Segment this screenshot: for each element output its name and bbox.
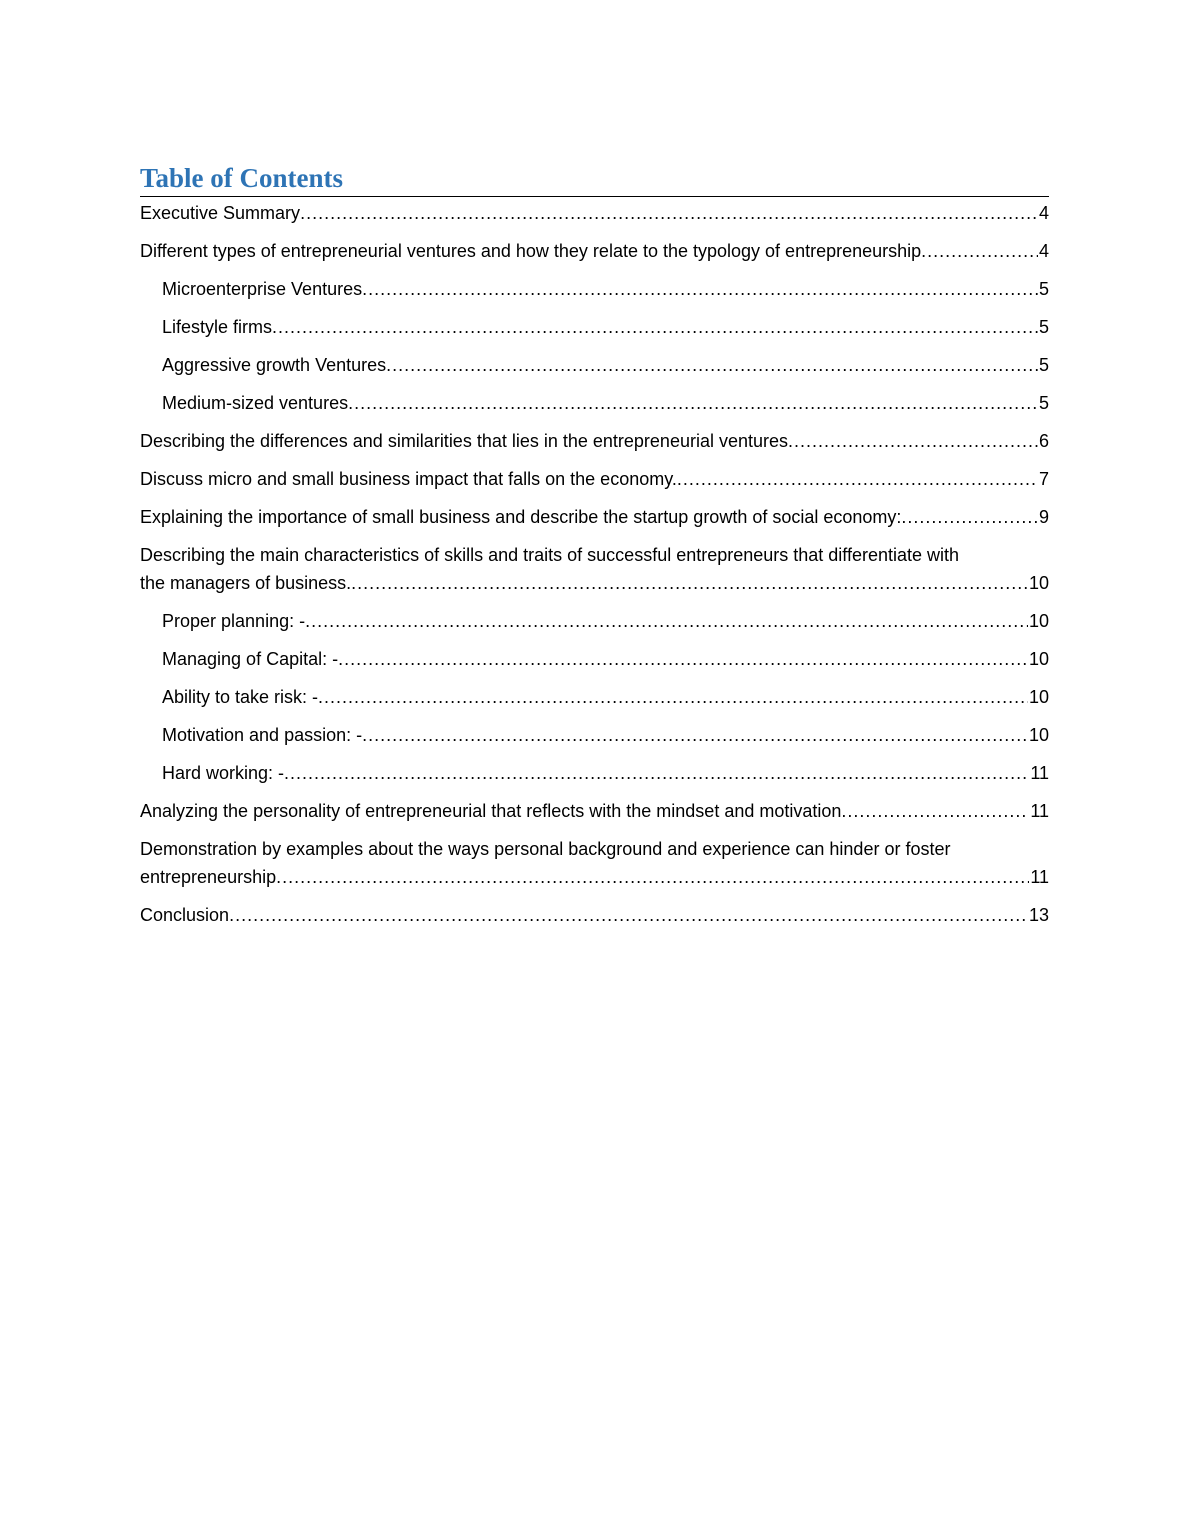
toc-heading: Table of Contents [140,160,1049,197]
toc-entry-page: 6 [1038,431,1049,451]
toc-entry[interactable] [140,835,1049,891]
toc-entry-text: Aggressive growth Ventures [162,355,387,375]
dot-leader [272,313,1038,341]
dot-leader [318,683,1028,711]
toc-entry-text: Medium-sized ventures [162,393,349,413]
toc-entry[interactable] [140,199,1049,227]
toc-entry-text: the managers of business. [140,573,352,593]
toc-entry[interactable] [140,607,1049,635]
toc-entry-text-line1: Demonstration by examples about the ways personal background and experience can hinder or foster [140,839,951,859]
toc-entry-text: Describing the differences and similarities that lies in the entrepreneurial ventures [140,431,789,451]
toc-entry[interactable] [140,721,1049,749]
dot-leader [362,275,1038,303]
toc-entry[interactable] [140,313,1049,341]
dot-leader [276,863,1029,891]
toc-entry-page: 4 [1038,203,1049,223]
toc-entry-text: Proper planning: - [162,611,306,631]
toc-entry-page: 7 [1038,469,1049,489]
dot-leader [351,569,1028,597]
dot-leader [300,199,1038,227]
dot-leader [348,389,1038,417]
toc-entry[interactable] [140,645,1049,673]
dot-leader [921,237,1038,265]
toc-entry-text: entrepreneurship [140,867,277,887]
toc-entry-page: 5 [1038,393,1049,413]
toc-entry-text: Microenterprise Ventures [162,279,363,299]
dot-leader [284,759,1029,787]
toc-entry[interactable] [140,237,1049,265]
toc-entry-page: 10 [1028,649,1049,669]
toc-entry-text-line1: Describing the main characteristics of skills and traits of successful entrepreneurs that differentiate with [140,545,960,565]
dot-leader [841,797,1029,825]
toc-entry-text: Motivation and passion: - [162,725,363,745]
toc-entry[interactable] [140,541,1049,597]
toc-entry[interactable] [140,465,1049,493]
dot-leader [788,427,1038,455]
toc-entry[interactable] [140,759,1049,787]
toc-entry-page: 11 [1030,763,1049,783]
toc-entry[interactable] [140,503,1049,531]
toc-entry[interactable] [140,389,1049,417]
dot-leader [229,901,1028,929]
toc-entry-text: Explaining the importance of small business and describe the startup growth of social economy: [140,507,902,527]
toc-entry-page: 9 [1038,507,1049,527]
table-of-contents [140,160,1049,929]
toc-entry-page: 4 [1038,241,1049,261]
dot-leader [362,721,1028,749]
toc-entry-page: 5 [1038,355,1049,375]
toc-entry-text: Lifestyle firms [162,317,273,337]
dot-leader [338,645,1028,673]
toc-entry-page: 11 [1030,801,1049,821]
toc-entry-text: Hard working: - [162,763,285,783]
toc-entry-text: Managing of Capital: - [162,649,339,669]
dot-leader [305,607,1028,635]
toc-entry-page: 11 [1030,867,1049,887]
toc-entry[interactable] [140,351,1049,379]
dot-leader [386,351,1038,379]
toc-entry[interactable] [140,427,1049,455]
toc-entry-page: 13 [1028,905,1049,925]
toc-entry-page: 10 [1028,611,1049,631]
toc-entry-text: Different types of entrepreneurial ventures and how they relate to the typology of entrepreneurship [140,241,922,261]
toc-entry-text: Discuss micro and small business impact that falls on the economy. [140,469,677,489]
toc-entry-text: Executive Summary [140,203,301,223]
toc-entry-page: 5 [1038,317,1049,337]
toc-entry[interactable] [140,275,1049,303]
toc-entry-text: Conclusion [140,905,230,925]
dot-leader [901,503,1038,531]
toc-entry-page: 10 [1028,573,1049,593]
toc-entry-text: Ability to take risk: - [162,687,319,707]
toc-entry-page: 10 [1028,725,1049,745]
toc-entry[interactable] [140,683,1049,711]
toc-entry[interactable] [140,901,1049,929]
toc-entry[interactable] [140,797,1049,825]
toc-entry-page: 10 [1028,687,1049,707]
toc-entry-text: Analyzing the personality of entrepreneurial that reflects with the mindset and motivation [140,801,842,821]
toc-entry-page: 5 [1038,279,1049,299]
toc-entries [140,199,1049,929]
dot-leader [677,465,1038,493]
